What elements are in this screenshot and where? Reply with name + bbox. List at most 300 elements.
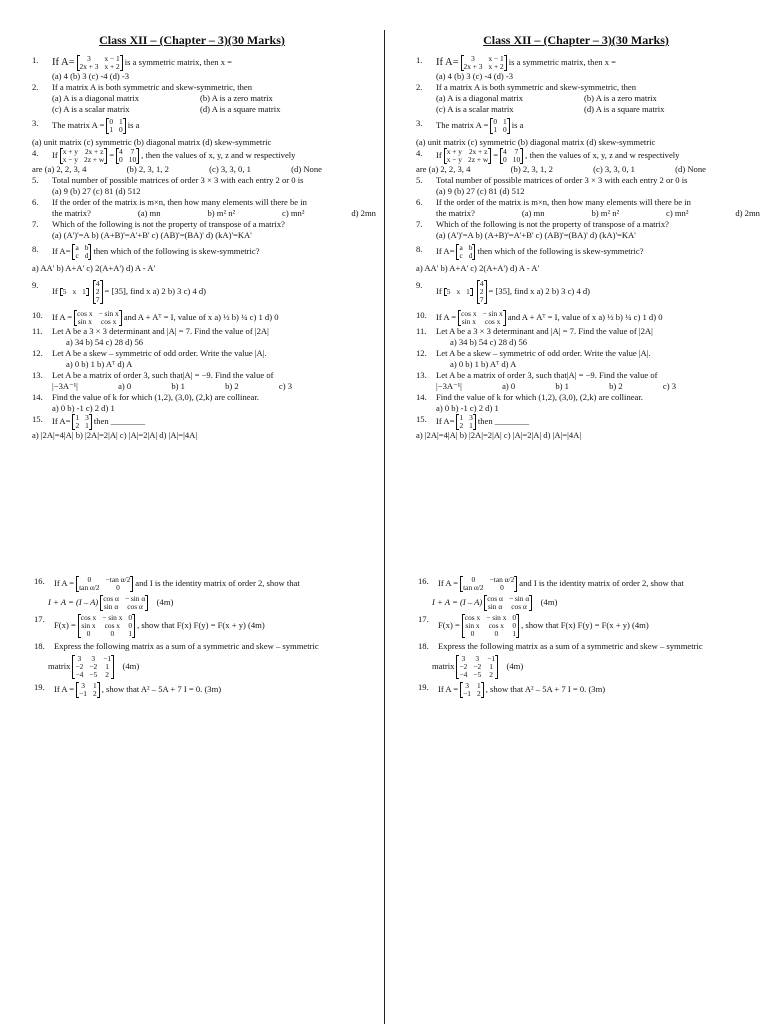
matrix-cell: 3 [469, 413, 473, 422]
matrix [60, 148, 107, 164]
matrix-cell: sin α [487, 602, 503, 611]
question-18-matrix [418, 655, 762, 679]
question-text: a) 0 b) -1 c) 2 d) 1 [52, 403, 115, 413]
matrix-cell: x − 1 [488, 54, 504, 63]
matrix-cell: 4 [479, 279, 484, 288]
question-text: Total number of possible matrices of order 3 × 3 with each entry 2 or 0 is [52, 175, 304, 185]
question-text: (c) 3, 3, 0, 1 [209, 164, 251, 174]
matrix-cell: 10 [512, 155, 521, 164]
matrix-cell: 1 [512, 629, 517, 638]
question-text: F(x) = [54, 619, 76, 630]
column-divider [384, 30, 385, 1024]
matrix-cell: 3 [87, 54, 91, 63]
question-16 [418, 576, 762, 592]
question-15-options: a) |2A|=4|A| b) |2A|=2|A| c) |A|=2|A| d) |A|=|4A| [416, 430, 582, 440]
question-7 [32, 219, 376, 241]
matrix-cell: x [72, 287, 77, 296]
question-text: F(x) = [438, 619, 460, 630]
matrix-cell: 1 [82, 287, 86, 296]
matrix-cell: 7 [95, 295, 100, 304]
question-number: 6. [32, 197, 39, 207]
matrix-cell: 10 [128, 155, 137, 164]
question-text: = [35], find x a) 2 b) 3 c) 4 d) [104, 285, 207, 296]
question-number: 12. [416, 348, 427, 358]
question-number: 7. [32, 219, 39, 229]
question-text: If a matrix A is both symmetric and skew-symmetric, then [52, 82, 253, 92]
question-text: If [436, 285, 442, 296]
question-text: If A= [436, 245, 455, 256]
question-number: 18. [418, 641, 429, 651]
question-text: If A = [52, 311, 73, 322]
matrix-cell: −4 [75, 670, 84, 679]
question-15 [32, 414, 376, 430]
question-12 [32, 348, 376, 370]
question-4-options [32, 164, 322, 175]
question-number: 9. [416, 280, 423, 290]
question-text: b) m² n² [207, 208, 236, 218]
matrix-cell: − sin x [102, 613, 123, 622]
question-number: 11. [416, 326, 427, 336]
matrix-cell: 1 [128, 629, 133, 638]
question-number: 11. [32, 326, 43, 336]
page-title: Class XII – (Chapter – 3)(30 Marks) [99, 33, 285, 47]
question-8-options: a) AA' b) A+A' c) 2(A+A') d) A - A' [32, 263, 156, 273]
question-text: Let A be a skew – symmetric of odd order. Write the value |A|. [52, 348, 267, 358]
matrix-cell: −1 [463, 689, 471, 698]
matrix-cell: tan α/2 [463, 583, 484, 592]
question-text: a) 0 b) -1 c) 2 d) 1 [436, 403, 499, 413]
matrix-cell: cos α [103, 594, 119, 603]
question-4-options [416, 164, 706, 175]
matrix-cell: 2 [95, 287, 100, 296]
matrix-cell: −1 [487, 654, 496, 663]
matrix-cell: c [75, 251, 79, 260]
question-14 [32, 392, 376, 414]
question-3 [416, 118, 760, 134]
matrix [456, 414, 475, 430]
question-text: then ________ [477, 415, 530, 426]
question-number: 19. [34, 682, 45, 692]
question-5 [416, 175, 760, 197]
matrix [93, 280, 103, 304]
question-text: , show that F(x) F(y) = F(x + y) (4m) [521, 619, 649, 630]
question-text: (4m) [506, 660, 524, 671]
worksheet-right [388, 0, 764, 1024]
matrix-cell: x − y [446, 155, 462, 164]
matrix-cell: x + 2 [104, 62, 120, 71]
question-text: are (a) 2, 2, 3, 4 [416, 164, 471, 174]
matrix [444, 148, 491, 164]
matrix [72, 414, 91, 430]
matrix-cell: 0 [503, 155, 507, 164]
question-text: (a) A is a diagonal matrix [52, 93, 140, 103]
matrix-cell: 3 [461, 654, 466, 663]
matrix-cell: 0 [503, 125, 507, 134]
question-text: Express the following matrix as a sum of a symmetric and skew – symmetric [438, 641, 703, 651]
question-text: |−3A⁻¹| [436, 381, 462, 391]
question-text: and I is the identity matrix of order 2, show that [519, 577, 684, 588]
matrix-cell: 1 [85, 421, 89, 430]
question-text: is a [127, 119, 140, 130]
matrix-cell: 0 [494, 629, 499, 638]
question-16-identity [418, 595, 762, 611]
matrix-cell: 0 [109, 117, 114, 126]
matrix [72, 655, 114, 679]
question-10 [416, 310, 760, 326]
matrix-cell: 0 [116, 583, 120, 592]
matrix-cell: 5 [62, 287, 67, 296]
matrix-cell: −4 [459, 670, 468, 679]
question-8 [416, 244, 760, 260]
matrix-cell: 3 [77, 654, 82, 663]
question-9 [32, 280, 376, 304]
matrix-cell: cos x [488, 621, 504, 630]
matrix-cell: 4 [503, 147, 507, 156]
question-number: 13. [416, 370, 427, 380]
question-text: The matrix A = [52, 119, 105, 130]
matrix-cell: 3 [475, 654, 480, 663]
question-1 [32, 55, 376, 82]
matrix-cell: 2x + 3 [463, 62, 483, 71]
matrix-cell: −5 [89, 670, 98, 679]
question-text: then which of the following is skew-symmetric? [93, 245, 260, 256]
question-text: If A = [54, 577, 75, 588]
matrix [477, 280, 487, 304]
question-text: If A = [436, 311, 457, 322]
question-text: d) 2mn [351, 208, 376, 218]
question-text: Let A be a skew – symmetric of odd order. Write the value |A|. [436, 348, 651, 358]
matrix-cell: d [468, 251, 473, 260]
matrix-cell: x − y [62, 155, 78, 164]
question-text: (b) 2, 3, 1, 2 [126, 164, 169, 174]
question-number: 1. [32, 55, 39, 65]
question-text: and A + Aᵀ = I, value of x a) ½ b) ¼ c) 1 d) 0 [123, 311, 279, 322]
question-text: are (a) 2, 2, 3, 4 [32, 164, 87, 174]
matrix-cell: cos α [487, 594, 503, 603]
question-text: , then the values of x, y, z and w respectively [525, 149, 680, 160]
question-number: 3. [416, 118, 423, 128]
matrix-cell: cos x [104, 621, 120, 630]
question-3 [32, 118, 376, 134]
question-18-matrix [34, 655, 378, 679]
matrix [484, 595, 532, 611]
question-3-options: (a) unit matrix (c) symmetric (b) diagonal matrix (d) skew-symmetric [32, 137, 272, 147]
worksheet-left [4, 0, 380, 1024]
matrix-cell: 0 [493, 117, 498, 126]
question-3-options: (a) unit matrix (c) symmetric (b) diagonal matrix (d) skew-symmetric [416, 137, 656, 147]
matrix-cell: 0 [110, 629, 115, 638]
matrix-cell: 3 [471, 54, 475, 63]
question-text: |−3A⁻¹| [52, 381, 78, 391]
matrix-cell: 3 [465, 681, 469, 690]
matrix-cell: cos α [511, 602, 527, 611]
question-text: b) 1 [555, 381, 569, 391]
matrix-cell: 0 [470, 629, 475, 638]
question-text: (d) A is a square matrix [584, 104, 665, 114]
matrix [74, 310, 122, 326]
question-text: I + A = (I – A) [432, 596, 483, 607]
question-number: 16. [34, 576, 45, 586]
question-text: a) 0 b) 1 b) Aᵀ d) A [66, 359, 133, 369]
question-number: 3. [32, 118, 39, 128]
question-text: (d) None [291, 164, 322, 174]
matrix-cell: 3 [81, 681, 85, 690]
matrix [76, 576, 133, 592]
matrix-cell: cos x [464, 613, 481, 622]
question-text: If the order of the matrix is m×n, then how many elements will there be in [436, 197, 691, 207]
question-text: (a) mn [521, 208, 545, 218]
question-text: (b) A is a zero matrix [200, 93, 273, 103]
question-number: 4. [32, 148, 39, 158]
matrix [462, 614, 519, 638]
question-text: matrix [48, 660, 71, 671]
matrix-cell: −2 [473, 662, 482, 671]
question-text: c) mn² [282, 208, 305, 218]
question-number: 16. [418, 576, 429, 586]
question-text: a) 0 [502, 381, 516, 391]
question-text: = [493, 149, 499, 160]
question-13 [416, 370, 760, 392]
question-number: 5. [416, 175, 423, 185]
question-text: If [436, 149, 442, 160]
matrix [100, 595, 148, 611]
matrix-cell: x + y [446, 147, 462, 156]
matrix [500, 148, 523, 164]
matrix-cell: 1 [489, 662, 493, 671]
matrix-cell: 2 [105, 670, 109, 679]
matrix-cell: −1 [103, 654, 112, 663]
question-text: Let A be a matrix of order 3, such that|A| = −9. Find the value of [52, 370, 274, 380]
question-number: 7. [416, 219, 423, 229]
matrix-cell: b [468, 243, 473, 252]
matrix-cell: 0 [128, 621, 133, 630]
question-text: = [109, 149, 115, 160]
matrix-cell: 2 [477, 689, 481, 698]
question-text: matrix [432, 660, 455, 671]
question-text: is a symmetric matrix, then x = [124, 56, 232, 67]
matrix-cell: 1 [466, 287, 470, 296]
question-text: Find the value of k for which (1,2), (3,0), (2,k) are collinear. [52, 392, 259, 402]
question-6 [32, 197, 376, 219]
matrix-cell: 2x + z [84, 147, 104, 156]
question-text: (a) 9 (b) 27 (c) 81 (d) 512 [52, 186, 141, 196]
long-questions-copy [418, 576, 762, 698]
question-text: a) 34 b) 54 c) 28 d) 56 [66, 337, 144, 347]
question-16-identity [34, 595, 378, 611]
question-text: Which of the following is not the property of transpose of a matrix? [436, 219, 669, 229]
question-text: Express the following matrix as a sum of a symmetric and skew – symmetric [54, 641, 319, 651]
matrix-cell: −2 [89, 662, 98, 671]
question-number: 17. [418, 614, 429, 624]
question-text: the matrix? [52, 208, 91, 218]
question-5 [32, 175, 376, 197]
question-text: (c) 3, 3, 0, 1 [593, 164, 635, 174]
matrix-cell: cos α [127, 602, 143, 611]
question-16 [34, 576, 378, 592]
matrix-cell: cos x [80, 613, 97, 622]
question-text: (a) 4 (b) 3 (c) -4 (d) -3 [436, 71, 514, 81]
matrix-cell: 0 [87, 575, 92, 584]
long-questions [34, 576, 378, 698]
matrix-cell: 7 [479, 295, 484, 304]
question-14 [416, 392, 760, 414]
question-text: is a [511, 119, 524, 130]
matrix-cell: − sin x [482, 309, 503, 318]
question-13 [32, 370, 376, 392]
question-text: If A= [436, 415, 455, 426]
question-number: 15. [32, 414, 43, 424]
question-text: (4m) [156, 596, 174, 607]
question-text: (a) mn [137, 208, 161, 218]
question-15 [416, 414, 760, 430]
matrix-cell: 0 [119, 125, 123, 134]
question-number: 10. [416, 310, 427, 320]
matrix-cell: 4 [119, 147, 123, 156]
question-number: 5. [32, 175, 39, 185]
matrix-cell: c [459, 251, 463, 260]
matrix-cell: 0 [128, 613, 133, 622]
question-8-options: a) AA' b) A+A' c) 2(A+A') d) A - A' [416, 263, 540, 273]
matrix-cell: 1 [503, 117, 507, 126]
matrix-cell: 0 [471, 575, 476, 584]
matrix-cell: x − 1 [104, 54, 120, 63]
question-text: (a) 9 (b) 27 (c) 81 (d) 512 [436, 186, 525, 196]
matrix-cell: 2z + w [468, 155, 489, 164]
matrix-cell: 3 [91, 654, 96, 663]
matrix-cell: 2x + z [468, 147, 488, 156]
matrix-cell: 2 [93, 689, 97, 698]
question-text: If A = [438, 683, 459, 694]
matrix-cell: 2 [459, 421, 464, 430]
matrix-cell: 2 [489, 670, 493, 679]
question-19 [34, 682, 378, 698]
matrix-cell: a [75, 243, 79, 252]
question-text: Let A be a matrix of order 3, such that|A| = −9. Find the value of [436, 370, 658, 380]
matrix-cell: 0 [512, 613, 517, 622]
question-19 [418, 682, 762, 698]
question-text: , show that A² – 5A + 7 I = 0. (3m) [485, 683, 606, 694]
question-text: b) 1 [171, 381, 185, 391]
matrix [60, 288, 89, 296]
matrix-cell: 2 [479, 287, 484, 296]
matrix-cell: 3 [85, 413, 89, 422]
matrix-cell: 0 [512, 621, 517, 630]
matrix-cell: −2 [459, 662, 468, 671]
matrix [458, 310, 506, 326]
question-text: and A + Aᵀ = I, value of x a) ½ b) ¼ c) 1 d) 0 [507, 311, 663, 322]
question-text: (a) (A')'=A b) (A+B)'=A'+B' c) (AB)'=(BA)' d) (kA)'=KA' [52, 230, 252, 240]
question-text: , show that A² – 5A + 7 I = 0. (3m) [101, 683, 222, 694]
question-text: c) 3 [278, 381, 292, 391]
question-number: 8. [32, 244, 39, 254]
question-text: b) 2 [225, 381, 239, 391]
question-text: b) 2 [609, 381, 623, 391]
short-questions-copy [416, 55, 760, 441]
question-number: 14. [32, 392, 43, 402]
matrix [461, 55, 507, 71]
matrix-cell: 1 [119, 117, 123, 126]
question-text: If A = [54, 683, 75, 694]
matrix-cell: − sin x [486, 613, 507, 622]
question-text: Let A be a 3 × 3 determinant and |A| = 7. Find the value of |2A| [436, 326, 653, 336]
matrix [460, 576, 517, 592]
question-text: (4m) [540, 596, 558, 607]
question-text: If A= [52, 245, 71, 256]
question-text: = [35], find x a) 2 b) 3 c) 4 d) [488, 285, 591, 296]
matrix-cell: 2 [75, 421, 80, 430]
matrix-cell: −5 [473, 670, 482, 679]
question-number: 19. [418, 682, 429, 692]
matrix [456, 655, 498, 679]
question-2 [32, 82, 376, 115]
question-text: (a) 4 (b) 3 (c) -4 (d) -3 [52, 71, 130, 81]
question-text: If A = [438, 577, 459, 588]
question-text: If a matrix A is both symmetric and skew-symmetric, then [436, 82, 637, 92]
question-18 [34, 641, 378, 652]
question-text: then ________ [93, 415, 146, 426]
question-text: I + A = (I – A) [48, 596, 99, 607]
matrix [76, 682, 100, 698]
question-15-options: a) |2A|=4|A| b) |2A|=2|A| c) |A|=2|A| d) |A|=|4A| [32, 430, 198, 440]
question-8 [32, 244, 376, 260]
question-text: If [52, 285, 58, 296]
question-text: is a symmetric matrix, then x = [508, 56, 616, 67]
question-number: 9. [32, 280, 39, 290]
matrix-cell: 7 [130, 147, 135, 156]
matrix-cell: 0 [119, 155, 123, 164]
question-10 [32, 310, 376, 326]
matrix-cell: 7 [514, 147, 519, 156]
question-number: 14. [416, 392, 427, 402]
matrix [460, 682, 484, 698]
question-number: 10. [32, 310, 43, 320]
question-text: the matrix? [436, 208, 475, 218]
matrix [116, 148, 139, 164]
matrix-cell: x [456, 287, 461, 296]
question-1 [416, 55, 760, 82]
question-text: If [52, 149, 58, 160]
question-number: 6. [416, 197, 423, 207]
question-text: (c) A is a scalar matrix [436, 104, 514, 114]
short-questions [32, 55, 376, 441]
question-4 [416, 148, 760, 164]
question-number: 13. [32, 370, 43, 380]
question-text: Total number of possible matrices of order 3 × 3 with each entry 2 or 0 is [436, 175, 688, 185]
matrix-cell: 4 [95, 279, 100, 288]
question-text: , show that F(x) F(y) = F(x + y) (4m) [137, 619, 265, 630]
matrix [490, 118, 509, 134]
matrix-cell: cos x [484, 317, 501, 326]
question-text: Which of the following is not the property of transpose of a matrix? [52, 219, 285, 229]
matrix-cell: sin x [465, 621, 480, 630]
question-text: Let A be a 3 × 3 determinant and |A| = 7. Find the value of |2A| [52, 326, 269, 336]
question-text: a) 0 [118, 381, 132, 391]
question-17 [34, 614, 378, 638]
question-4 [32, 148, 376, 164]
question-text: c) mn² [666, 208, 689, 218]
matrix [78, 614, 135, 638]
question-text: , then the values of x, y, z and w respectively [141, 149, 296, 160]
question-12 [416, 348, 760, 370]
question-text: (c) A is a scalar matrix [52, 104, 130, 114]
question-number: 12. [32, 348, 43, 358]
matrix-cell: x + y [62, 147, 78, 156]
question-text: (4m) [122, 660, 140, 671]
matrix-cell: cos x [100, 317, 117, 326]
matrix-cell: −2 [75, 662, 84, 671]
question-number: 17. [34, 614, 45, 624]
matrix-cell: 1 [477, 681, 481, 690]
